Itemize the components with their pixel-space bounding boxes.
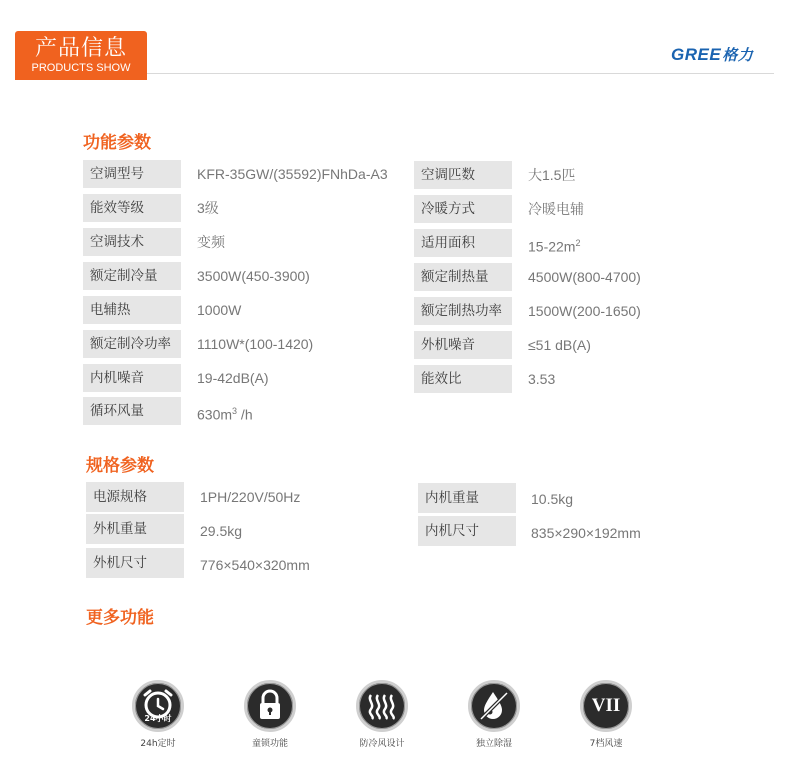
param-value: 3级 bbox=[197, 200, 219, 216]
feature-caption: 防冷风设计 bbox=[359, 739, 405, 749]
feature-7-speed-fan bbox=[561, 680, 651, 749]
param-label: 冷暖方式 bbox=[414, 195, 512, 223]
timer-badge: 24小时 bbox=[144, 714, 172, 723]
alarm-clock-24h-icon bbox=[132, 680, 184, 732]
water-drop-crossed-icon bbox=[468, 680, 520, 732]
param-label: 电辅热 bbox=[83, 296, 181, 324]
param-label: 额定制冷量 bbox=[83, 262, 181, 290]
header-tab bbox=[15, 31, 147, 78]
feature-caption: 7档风速 bbox=[589, 739, 623, 749]
roman-numeral-seven-icon bbox=[580, 680, 632, 732]
param-value: 冷暖电辅 bbox=[528, 201, 584, 217]
fan-level-badge: VII bbox=[591, 695, 621, 716]
param-value bbox=[528, 229, 580, 257]
spec-label: 内机重量 bbox=[418, 483, 516, 513]
gree-logo bbox=[671, 44, 753, 65]
heat-waves-icon bbox=[356, 680, 408, 732]
function-params-title: 功能参数 bbox=[83, 133, 151, 153]
feature-caption: 独立除湿 bbox=[475, 739, 512, 749]
spec-label: 电源规格 bbox=[86, 482, 184, 512]
param-value: 4500W(800-4700) bbox=[528, 269, 641, 285]
header-subtitle: PRODUCTS SHOW bbox=[31, 62, 131, 74]
param-value: ≤51 dB(A) bbox=[528, 337, 591, 353]
param-label: 能效等级 bbox=[83, 194, 181, 222]
param-label: 内机噪音 bbox=[83, 364, 181, 392]
header-title: 产品信息 bbox=[34, 36, 127, 61]
spec-params-title: 规格参数 bbox=[86, 456, 154, 476]
logo-text: GREE bbox=[671, 45, 722, 64]
feature-anti-cold-wind bbox=[337, 680, 427, 749]
param-label: 空调技术 bbox=[83, 228, 181, 256]
param-value: 1000W bbox=[197, 302, 242, 318]
feature-child-lock bbox=[225, 680, 315, 749]
param-label: 额定制热功率 bbox=[414, 297, 512, 325]
param-value: KFR-35GW/(35592)FNhDa-A3 bbox=[197, 166, 388, 182]
spec-value: 29.5kg bbox=[200, 523, 243, 539]
header-tab-underline bbox=[15, 78, 147, 80]
param-value: 大1.5匹 bbox=[528, 167, 576, 183]
spec-value: 776×540×320mm bbox=[200, 557, 310, 573]
logo-zh: 格力 bbox=[722, 47, 754, 64]
param-value bbox=[197, 397, 253, 425]
param-label: 循环风量 bbox=[83, 397, 181, 425]
param-value: 3.53 bbox=[528, 371, 556, 387]
spec-value: 10.5kg bbox=[531, 491, 574, 507]
spec-value: 1PH/220V/50Hz bbox=[200, 489, 301, 505]
param-label: 空调型号 bbox=[83, 160, 181, 188]
spec-value: 835×290×192mm bbox=[531, 525, 641, 541]
area-value: 15-22m bbox=[528, 238, 576, 255]
param-value: 1110W*(100-1420) bbox=[197, 336, 314, 352]
param-value: 变频 bbox=[197, 234, 225, 250]
feature-caption: 童锁功能 bbox=[251, 739, 288, 749]
airflow-suffix: /h bbox=[237, 406, 253, 423]
param-label: 额定制冷功率 bbox=[83, 330, 181, 358]
spec-label: 外机重量 bbox=[86, 514, 184, 544]
param-value: 19-42dB(A) bbox=[197, 370, 269, 386]
spec-label: 内机尺寸 bbox=[418, 516, 516, 546]
more-features-title: 更多功能 bbox=[86, 608, 154, 628]
airflow-superscript: 3 bbox=[232, 406, 238, 416]
param-label: 额定制热量 bbox=[414, 263, 512, 291]
feature-caption: 24h定时 bbox=[140, 739, 176, 749]
param-value: 3500W(450-3900) bbox=[197, 268, 310, 284]
param-label: 外机噪音 bbox=[414, 331, 512, 359]
param-label: 能效比 bbox=[414, 365, 512, 393]
param-label: 适用面积 bbox=[414, 229, 512, 257]
padlock-icon bbox=[244, 680, 296, 732]
area-superscript: 2 bbox=[575, 238, 581, 248]
feature-24h-timer bbox=[113, 680, 203, 749]
feature-dehumidify bbox=[449, 680, 539, 749]
header-divider bbox=[147, 73, 774, 74]
param-label: 空调匹数 bbox=[414, 161, 512, 189]
airflow-value: 630m bbox=[197, 406, 233, 423]
spec-label: 外机尺寸 bbox=[86, 548, 184, 578]
param-value: 1500W(200-1650) bbox=[528, 303, 641, 319]
